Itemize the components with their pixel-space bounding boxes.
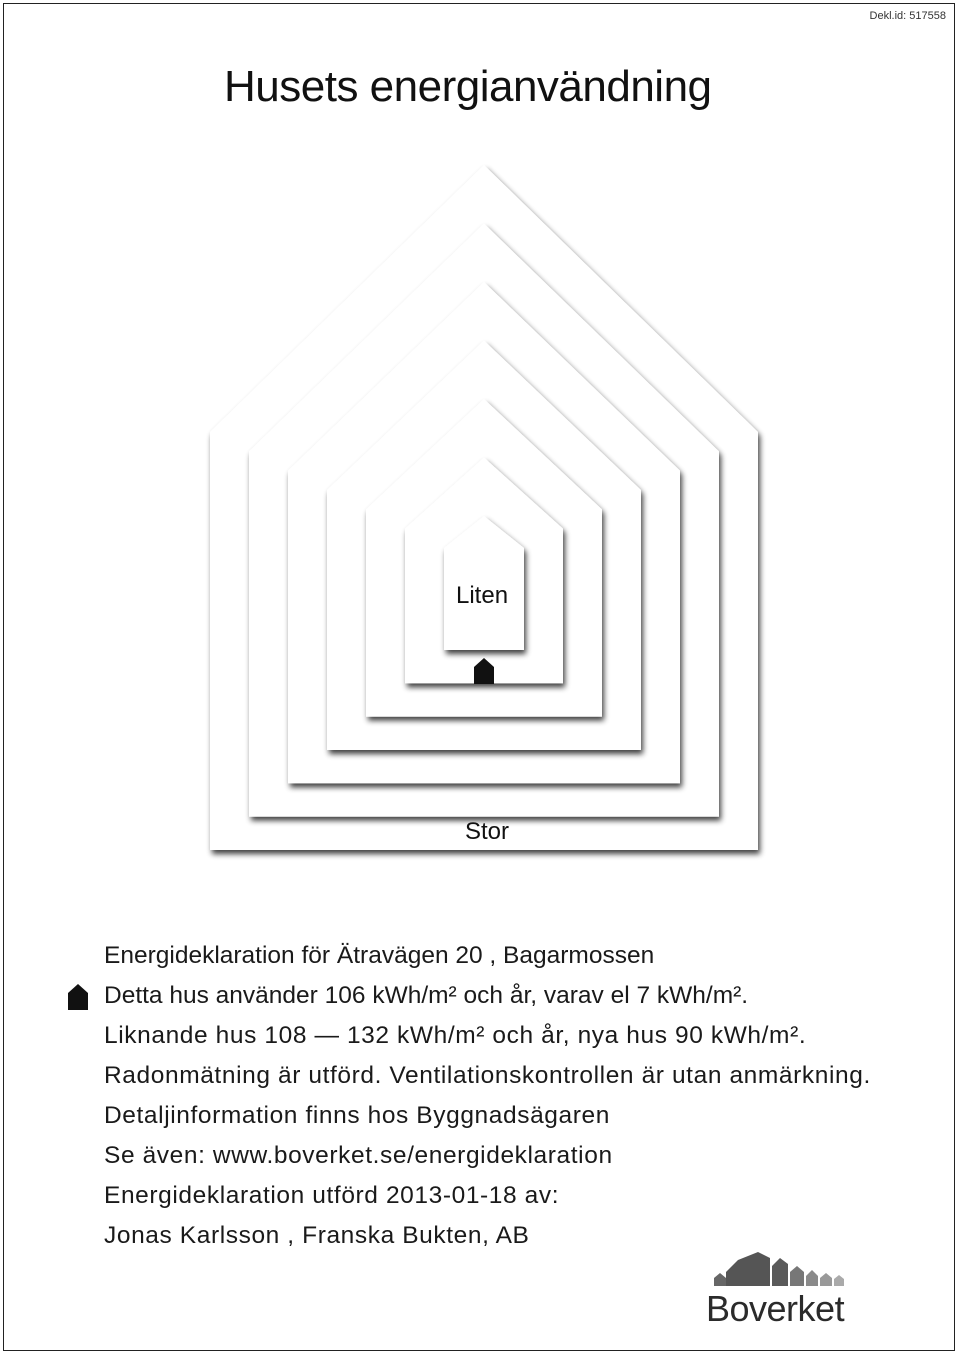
dekl-id: Dekl.id: 517558 [869, 10, 946, 22]
info-comparison: Liknande hus 108 — 132 kWh/m² och år, nya hus 90 kWh/m². [104, 1022, 807, 1049]
declaration-info [104, 940, 871, 1260]
info-performer: Jonas Karlsson , Franska Bukten, AB [104, 1222, 530, 1249]
boverket-logo-text: Boverket [706, 1288, 845, 1329]
info-details: Detaljinformation finns hos Byggnadsägaren [104, 1102, 610, 1129]
house-marker-icon [474, 658, 494, 684]
info-performed: Energideklaration utförd 2013-01-18 av: [104, 1182, 560, 1209]
scale-label-small: Liten [456, 582, 509, 609]
house-marker-icon [68, 984, 88, 1010]
scale-label-large: Stor [465, 818, 510, 845]
boverket-roofs-icon [700, 1248, 850, 1288]
info-see-also: Se även: www.boverket.se/energideklaration [104, 1142, 613, 1169]
page-title: Husets energianvändning [224, 62, 712, 111]
info-radon-ventilation: Radonmätning är utförd. Ventilationskontrollen är utan anmärkning. [104, 1062, 871, 1089]
info-energy-use: Detta hus använder 106 kWh/m² och år, varav el 7 kWh/m². [104, 982, 749, 1009]
info-address: Energideklaration för Ätravägen 20 , Bagarmossen [104, 942, 655, 969]
